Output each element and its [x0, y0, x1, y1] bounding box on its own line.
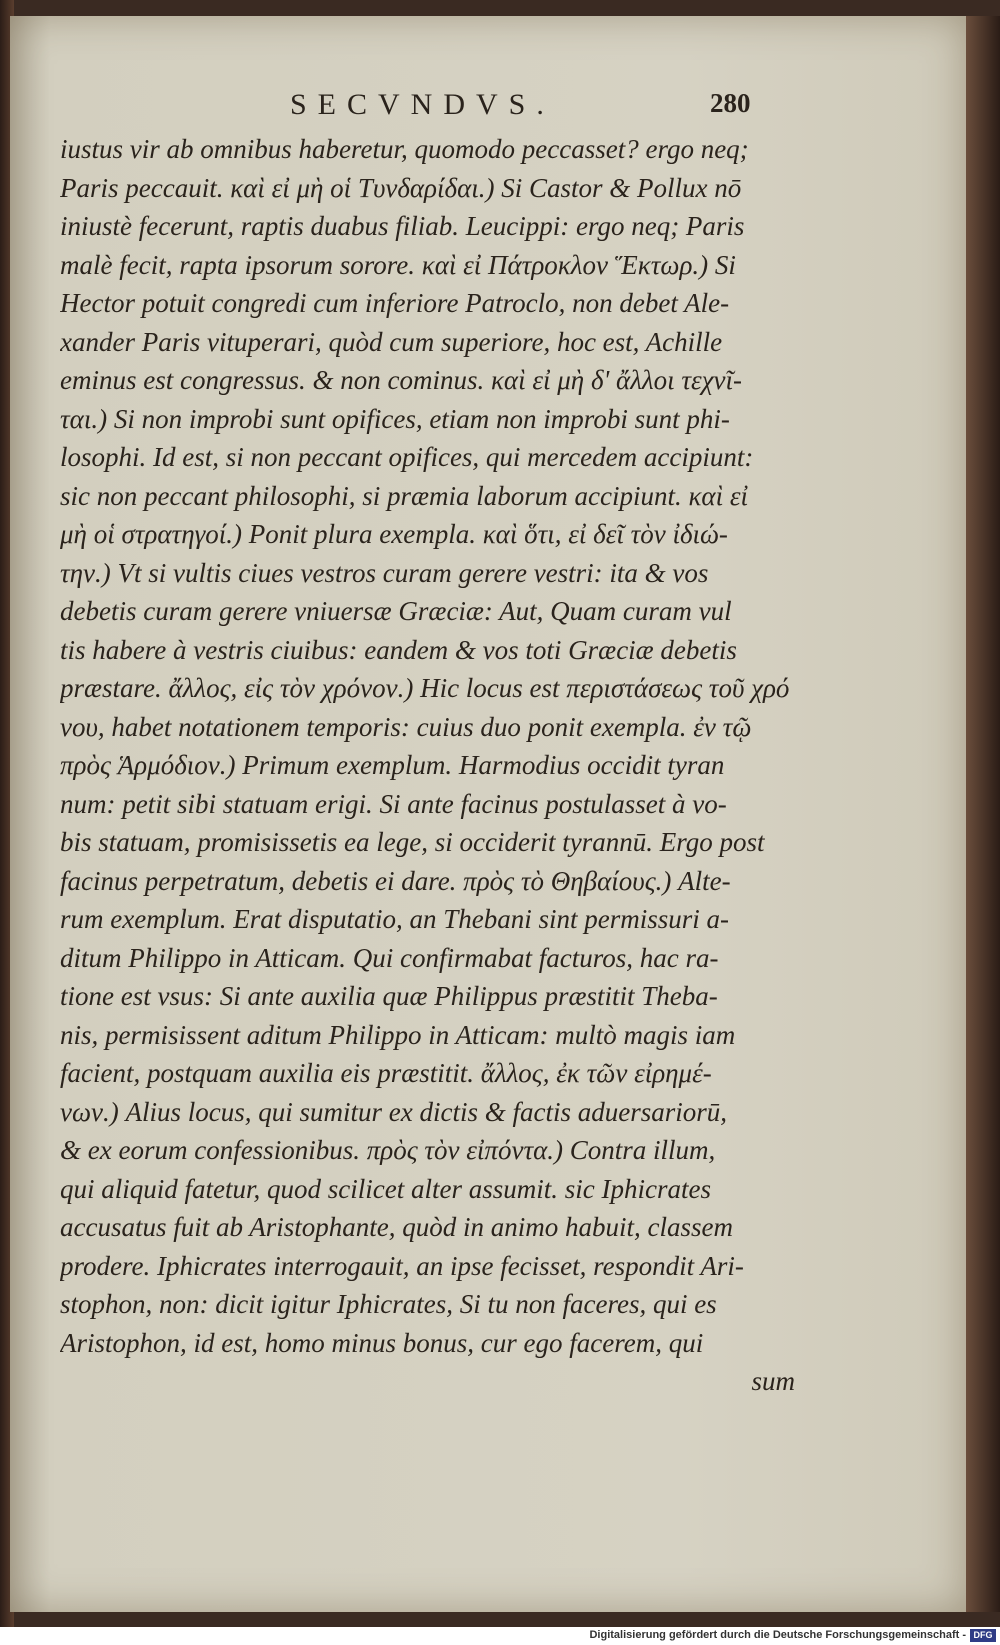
- body-text: [60, 130, 805, 1401]
- text-line: sic non peccant philosophi, si præmia laborum accipiunt. καὶ εἰ: [60, 480, 748, 511]
- footer-credit: Digitalisierung gefördert durch die Deutsche Forschungsgemeinschaft -: [589, 1629, 966, 1641]
- catchword: sum: [751, 1366, 795, 1396]
- text-line: prodere. Iphicrates interrogauit, an ipse fecisset, respondit Ari-: [60, 1250, 744, 1281]
- text-line: stophon, non: dicit igitur Iphicrates, Si tu non faceres, qui es: [60, 1289, 717, 1319]
- text-line: præstare. ἄλλος, εἰς τὸν χρόνον.) Hic locus est περιστάσεως τοῦ χρό: [60, 673, 790, 703]
- page-number: 280: [710, 88, 751, 118]
- text-line: tione est vsus: Si ante auxilia quæ Philippus præstitit Theba-: [60, 981, 718, 1011]
- text-line: Paris peccauit. καὶ εἰ μὴ οἱ Τυνδαρίδαι.) Si Castor & Pollux nō: [60, 172, 742, 203]
- text-line: μὴ οἱ στρατηγοί.) Ponit plura exempla. καὶ ὅτι, εἰ δεῖ τὸν ἰδιώ-: [60, 519, 728, 549]
- text-line: iniustè fecerunt, raptis duabus filiab. Leucippi: ergo neq; Paris: [60, 211, 745, 241]
- text-line: tis habere à vestris ciuibus: eandem & vos toti Græciæ debetis: [60, 634, 737, 665]
- text-line: Aristophon, id est, homo minus bonus, cur ego facerem, qui: [60, 1327, 704, 1358]
- text-line: την.) Vt si vultis ciues vestros curam gerere vestri: ita & vos: [60, 557, 709, 588]
- text-line: ται.) Si non improbi sunt opifices, etiam non improbi sunt phi-: [60, 403, 730, 434]
- text-line: νου, habet notationem temporis: cuius duo ponit exempla. ἐν τῷ: [60, 711, 752, 742]
- text-line: losophi. Id est, si non peccant opifices, qui mercedem accipiunt:: [60, 442, 754, 472]
- text-line: accusatus fuit ab Aristophante, quòd in animo habuit, classem: [60, 1212, 733, 1242]
- running-head: SECVNDVS.: [290, 88, 555, 121]
- page-header: [60, 88, 780, 128]
- footer-bar: [0, 1627, 1000, 1645]
- text-line: ditum Philippo in Atticam. Qui confirmabat facturos, hac ra-: [60, 942, 719, 973]
- text-line: facient, postquam auxilia eis præstitit. ἄλλος, ἐκ τῶν εἰρημέ-: [60, 1058, 712, 1088]
- dfg-logo-icon: DFG: [970, 1629, 996, 1642]
- text-line: iustus vir ab omnibus haberetur, quomodo peccasset? ergo neq;: [60, 134, 749, 164]
- text-line: eminus est congressus. & non cominus. καὶ εἰ μὴ δ' ἄλλοι τεχνῖ-: [60, 365, 742, 395]
- text-line: & ex eorum confessionibus. πρὸς τὸν εἰπόντα.) Contra illum,: [60, 1135, 716, 1165]
- text-line: qui aliquid fatetur, quod scilicet alter assumit. sic Iphicrates: [60, 1173, 711, 1204]
- text-line: debetis curam gerere vniuersæ Græciæ: Aut, Quam curam vul: [60, 596, 732, 626]
- text-line: malè fecit, rapta ipsorum sorore. καὶ εἰ Πάτροκλον Ἕκτωρ.) Si: [60, 249, 736, 280]
- text-line: Hector potuit congredi cum inferiore Patroclo, non debet Ale-: [60, 288, 730, 318]
- book-edge-right: [966, 16, 1000, 1612]
- text-line: rum exemplum. Erat disputatio, an Thebani sint permissuri a-: [60, 904, 729, 934]
- text-line: bis statuam, promisissetis ea lege, si occiderit tyrannū. Ergo post: [60, 827, 765, 857]
- text-line: num: petit sibi statuam erigi. Si ante facinus postulasset à vo-: [60, 788, 727, 819]
- text-line: πρὸς Ἁρμόδιον.) Primum exemplum. Harmodius occidit tyran: [60, 750, 725, 780]
- text-line: facinus perpetratum, debetis ei dare. πρὸς τὸ Θηβαίους.) Alte-: [60, 865, 731, 896]
- text-line: nis, permisissent aditum Philippo in Atticam: multò magis iam: [60, 1019, 736, 1050]
- text-line: xander Paris vituperari, quòd cum superiore, hoc est, Achille: [60, 326, 723, 357]
- text-line: νων.) Alius locus, qui sumitur ex dictis & factis aduersariorū,: [60, 1096, 728, 1127]
